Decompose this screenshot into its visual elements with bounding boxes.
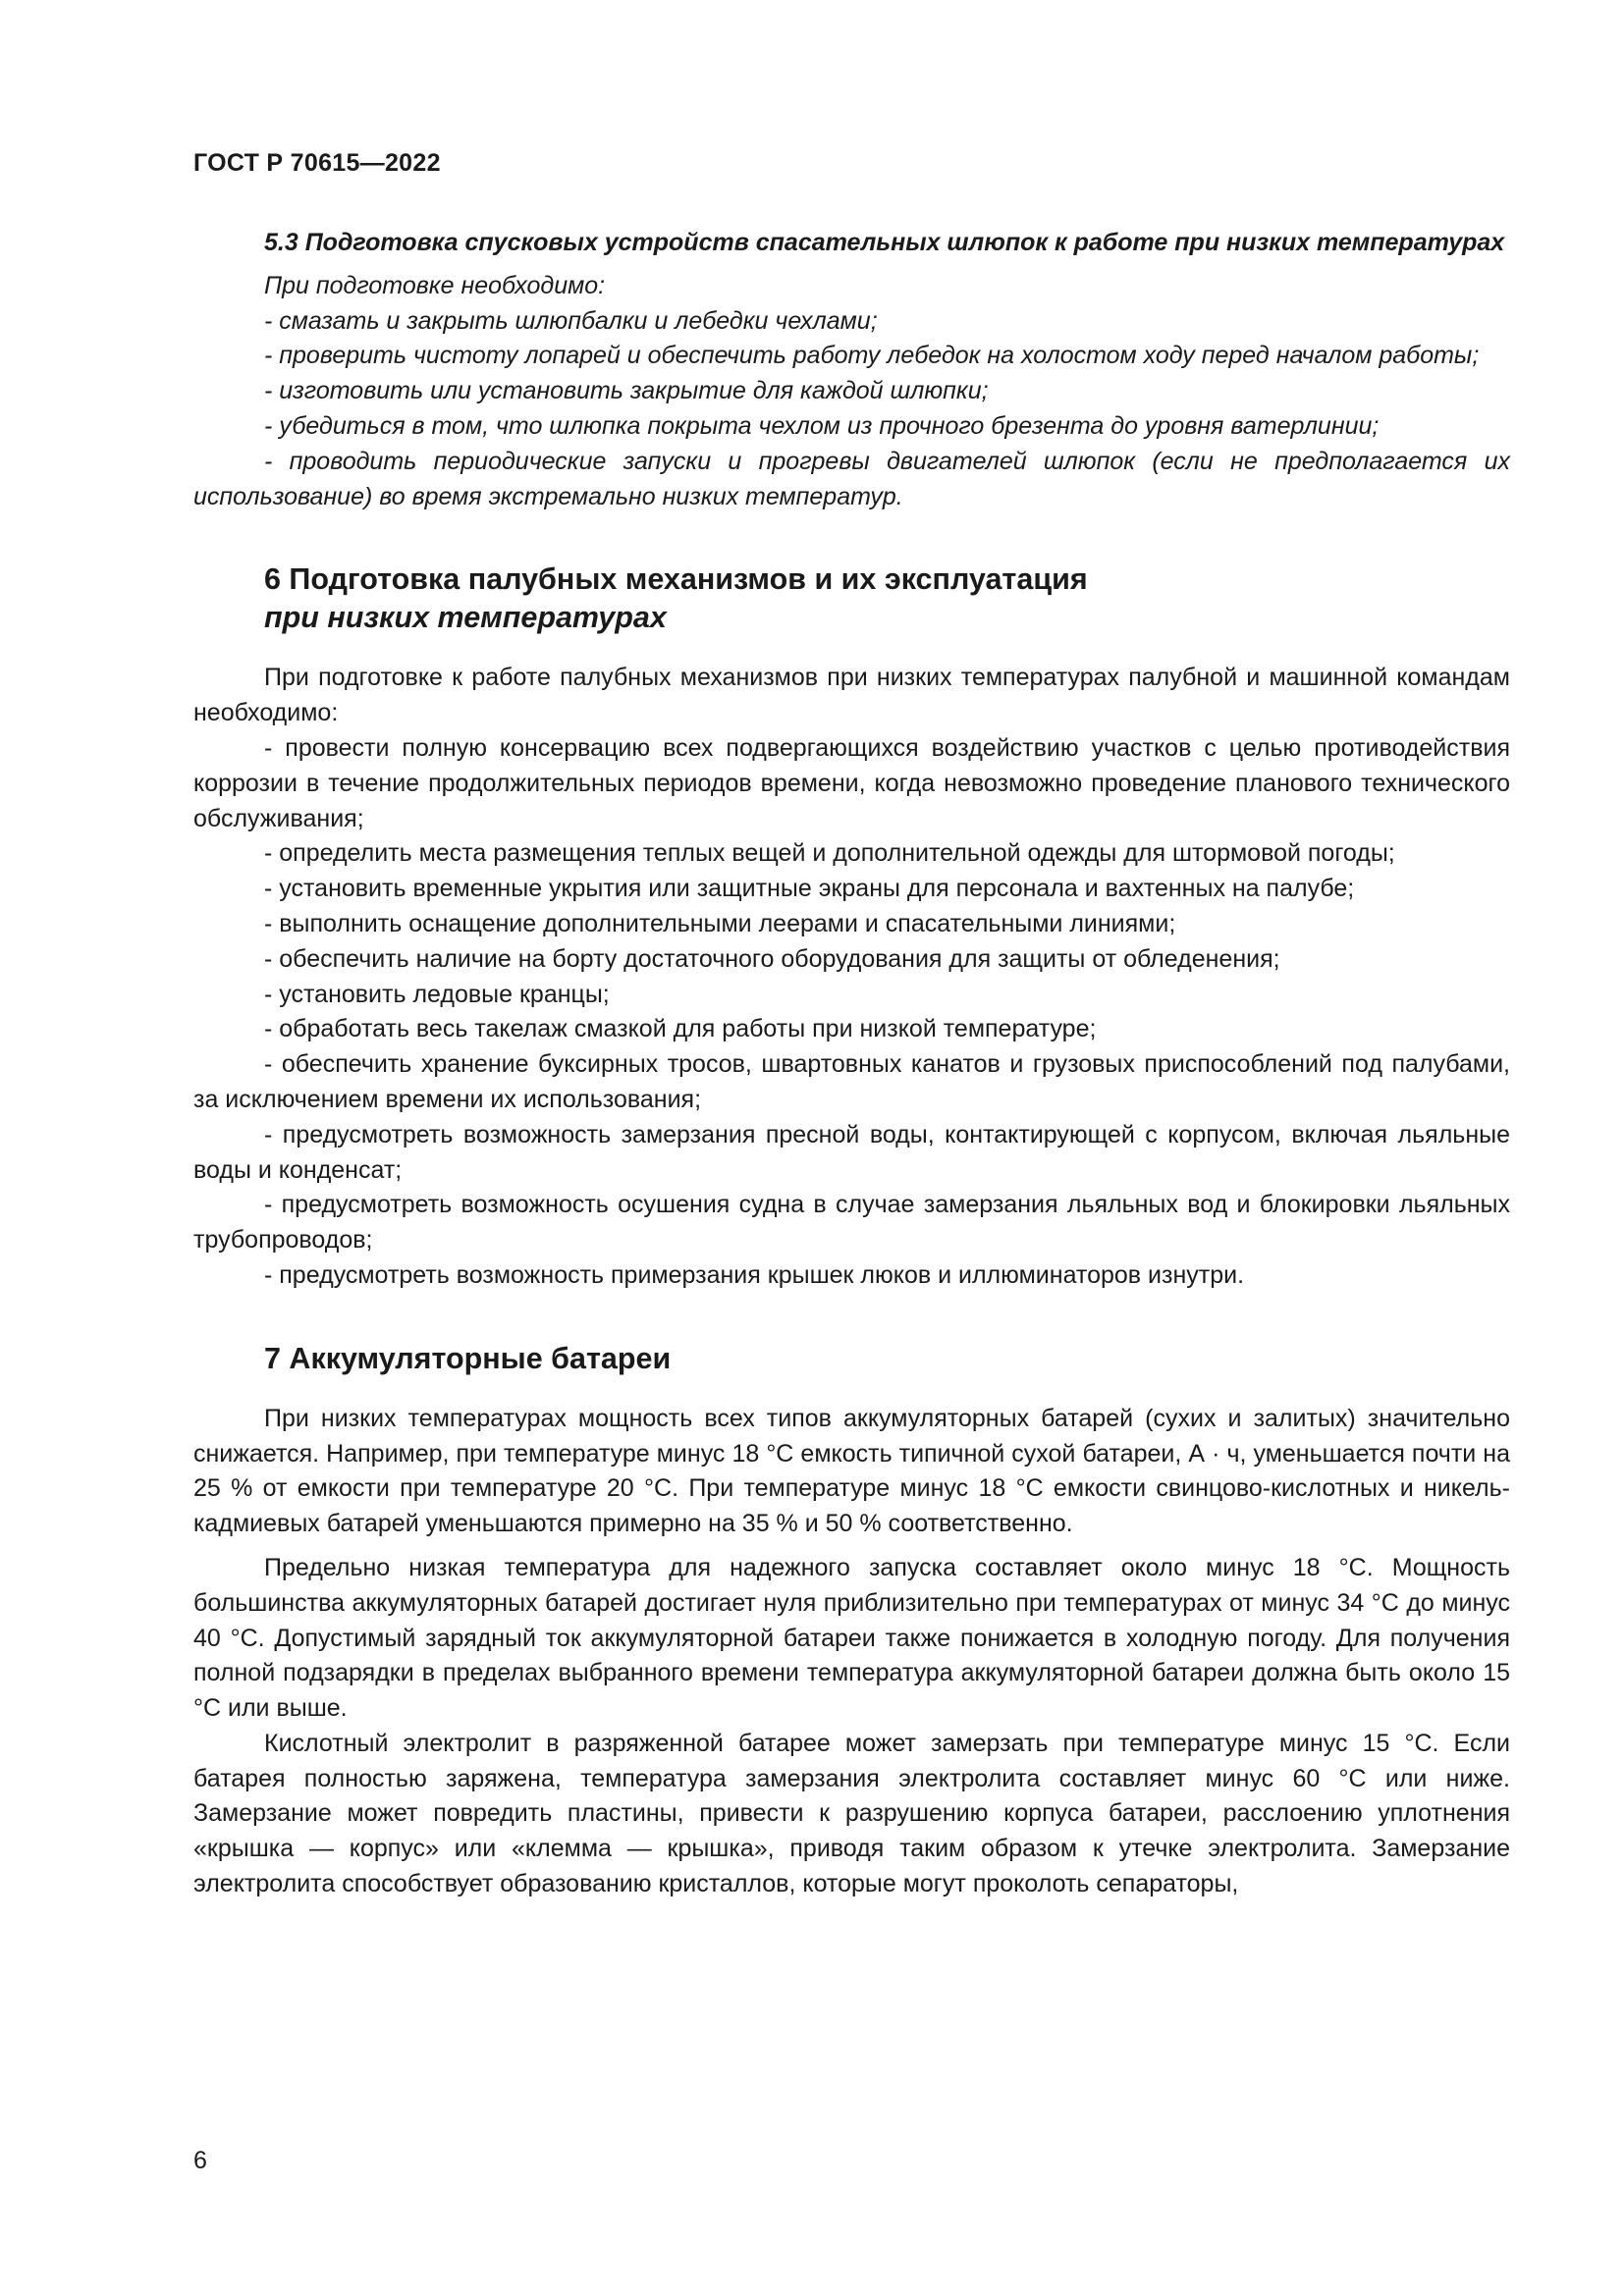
list-item: - определить места размещения теплых вещей и дополнительной одежды для штормовой погоды;: [264, 839, 1395, 868]
list-item: - смазать и закрыть шлюпбалки и лебедки чехлами;: [264, 306, 878, 335]
list-item: - выполнить оснащение дополнительными леерами и спасательными линиями;: [264, 909, 1176, 937]
subsection-5-3-intro: При подготовке необходимо:: [264, 271, 606, 299]
section-6-heading: [193, 561, 1510, 637]
list-item: - установить временные укрытия или защитные экраны для персонала и вахтенных на палубе;: [264, 875, 1355, 903]
list-item: - обеспечить наличие на борту достаточного оборудования для защиты от обледенения;: [264, 944, 1280, 973]
list-item: - проверить чистоту лопарей и обеспечить работу лебедок на холостом ходу перед началом работы;: [264, 342, 1480, 370]
list-item: - предусмотреть возможность осушения судна в случае замерзания льяльных вод и блокировки льяльных трубопроводов;: [193, 1191, 1510, 1255]
list-item: - обработать весь такелаж смазкой для работы при низкой температуре;: [264, 1015, 1097, 1043]
list-item: - обеспечить хранение буксирных тросов, швартовных канатов и грузовых приспособлений под палубами, за исключением времени их использования;: [193, 1050, 1510, 1113]
paragraph: Предельно низкая температура для надежного запуска составляет около минус 18 °С. Мощность большинства аккумуляторных батарей достигает нуля приблизительно при температурах от минус 34 °С до минус 40 °С. Допустимый зарядный ток аккумуляторной батареи также понижается в холодную погоду. Для получения полной подзарядки в пределах выбранного времени температура аккумуляторной батареи должна быть около 15 °С или выше.: [193, 1553, 1510, 1723]
paragraph: При низких температурах мощность всех типов аккумуляторных батарей (сухих и залитых) значительно снижается. Например, при температуре минус 18 °С емкость типичной сухой батареи, А · ч, уменьшается почти на 25 % от емкости при температуре 20 °С. При температуре минус 18 °С емкости свинцово-кислотных и никель-кадмиевых батарей уменьшаются примерно на 35 % и 50 % соответственно.: [193, 1404, 1510, 1538]
list-item: - провести полную консервацию всех подвергающихся воздействию участков с целью противодействия коррозии в течение продолжительных периодов времени, когда невозможно проведение планового технического обслуживания;: [193, 733, 1510, 832]
section-6-title-line1: 6 Подготовка палубных механизмов и их эксплуатация: [264, 562, 1088, 597]
subsection-5-3-title: 5.3 Подготовка спусковых устройств спасательных шлюпок к работе при низких температурах: [264, 229, 1505, 256]
section-6-intro: При подготовке к работе палубных механизмов при низких температурах палубной и машинной командам необходимо:: [193, 664, 1510, 727]
list-item: - предусмотреть возможность замерзания пресной воды, контактирующей с корпусом, включая льяльные воды и конденсат;: [193, 1120, 1510, 1184]
section-6-title-line2: при низких температурах: [264, 601, 667, 635]
list-item: - предусмотреть возможность примерзания крышек люков и иллюминаторов изнутри.: [264, 1260, 1245, 1289]
list-item: - убедиться в том, что шлюпка покрыта чехлом из прочного брезента до уровня ватерлинии;: [264, 411, 1380, 440]
paragraph: Кислотный электролит в разряженной батарее может замерзать при температуре минус 15 °С. Если батарея полностью заряжена, температура замерзания электролита составляет минус 60 °С или ниже. Замерзание может повредить пластины, привести к разрушению корпуса батареи, расслоению уплотнения «крышка — корпус» или «клемма — крышка», приводя таким образом к утечке электролита. Замерзание электролита способствует образованию кристаллов, которые могут проколоть сепараторы,: [193, 1729, 1510, 1898]
list-item: - проводить периодические запуски и прогревы двигателей шлюпок (если не предполагается их использование) во время экстремально низких температур.: [193, 447, 1510, 510]
document-code-header: ГОСТ Р 70615—2022: [193, 149, 441, 177]
page-number: 6: [193, 2147, 207, 2174]
list-item: - изготовить или установить закрытие для каждой шлюпки;: [264, 377, 989, 405]
list-item: - установить ледовые кранцы;: [264, 980, 610, 1008]
page-content: [193, 226, 1510, 1902]
section-7-heading: 7 Аккумуляторные батареи: [264, 1341, 672, 1375]
